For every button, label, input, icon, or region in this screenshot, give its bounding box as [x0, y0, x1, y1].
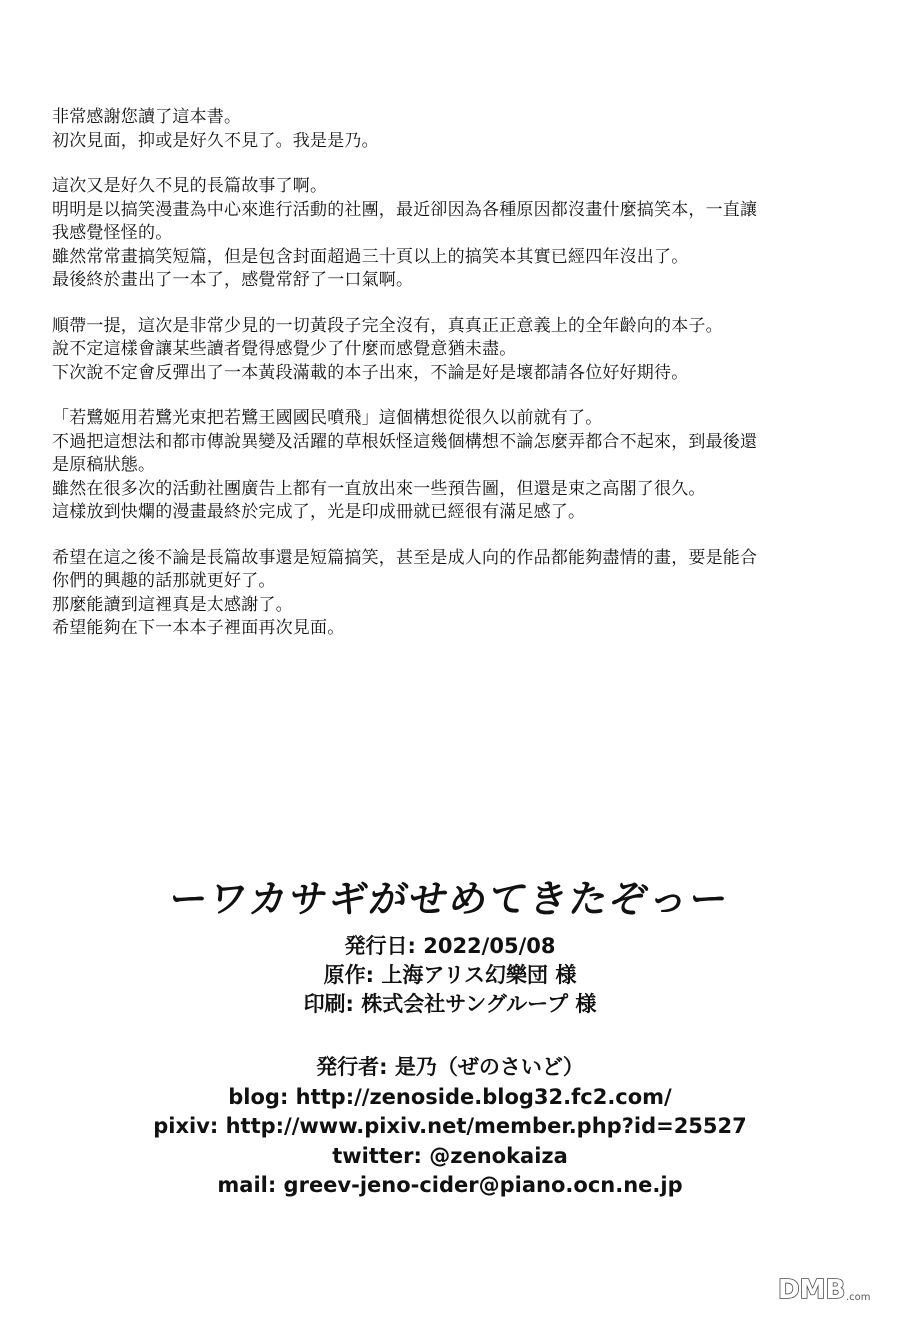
text-line: 這次又是好久不見的長篇故事了啊。	[52, 176, 328, 196]
afterword-paragraph-2	[52, 175, 852, 293]
pixiv-url: pixiv: http://www.pixiv.net/member.php?id=25527	[153, 1114, 747, 1138]
afterword-paragraph-1	[52, 106, 852, 153]
printer-credit: 印刷: 株式会社サングループ 様	[303, 992, 597, 1016]
text-line: 不過把這想法和都市傳說異變及活躍的草根妖怪這幾個構想不論怎麼弄都合不起來，到最後還	[52, 431, 758, 452]
text-line: 初次見面，抑或是好久不見了。我是是乃。	[52, 130, 379, 151]
text-line: 希望在這之後不論是長篇故事還是短篇搞笑，甚至是成人向的作品都能夠盡情的畫，要是能合	[52, 547, 758, 568]
publish-date: 発行日: 2022/05/08	[344, 934, 556, 958]
watermark-logo	[776, 1270, 886, 1306]
text-line: 我感覺怪怪的。	[52, 223, 173, 243]
watermark-domain: .com	[846, 1292, 871, 1303]
afterword-text	[52, 106, 852, 663]
book-title: ーワカサギがせめてきたぞっー	[166, 877, 733, 921]
afterword-paragraph-3	[52, 315, 852, 386]
spacer	[0, 1019, 900, 1053]
text-line: 非常感謝您讀了這本書。	[52, 107, 242, 127]
text-line: 雖然在很多次的活動社團廣告上都有一直放出來一些預告圖，但還是束之高閣了很久。	[52, 478, 706, 499]
twitter-handle: twitter: @zenokaiza	[332, 1143, 568, 1168]
text-line: 順帶一提，這次是非常少見的一切黃段子完全沒有，真真正正意義上的全年齡向的本子。	[52, 315, 723, 336]
text-line: 這樣放到快爛的漫畫最終於完成了，光是印成冊就已經很有滿足感了。	[52, 502, 586, 522]
text-line: 希望能夠在下一本本子裡面再次見面。	[52, 618, 345, 638]
watermark-logo-text: DMB	[778, 1275, 846, 1305]
text-line: 明明是以搞笑漫畫為中心來進行活動的社團，最近卻因為各種原因都沒畫什麼搞笑本，一直讓	[52, 199, 758, 220]
text-line: 說不定這樣會讓某些讀者覺得感覺少了什麼而感覺意猶未盡。	[52, 339, 517, 359]
original-credit: 原作: 上海アリス幻樂団 様	[323, 963, 577, 987]
afterword-paragraph-5	[52, 547, 852, 641]
text-line: 你們的興趣的話那就更好了。	[52, 571, 276, 591]
text-line: 雖然常常畫搞笑短篇，但是包含封面超過三十頁以上的搞笑本其實已經四年沒出了。	[52, 246, 689, 267]
colophon	[0, 932, 900, 1201]
text-line: 「若鷺姬用若鷺光束把若鷺王國國民噴飛」這個構想從很久以前就有了。	[52, 408, 603, 428]
publisher-credit: 発行者: 是乃（ぜのさいど）	[316, 1055, 584, 1079]
text-line: 那麼能讀到這裡真是太感謝了。	[52, 594, 293, 615]
text-line: 是原稿狀態。	[52, 455, 156, 475]
mail-address: mail: greev-jeno-cider@piano.ocn.ne.jp	[217, 1173, 683, 1197]
afterword-paragraph-4	[52, 407, 852, 525]
text-line: 最後終於畫出了一本了，感覺常舒了一口氣啊。	[52, 270, 414, 290]
blog-url: blog: http://zenoside.blog32.fc2.com/	[228, 1084, 672, 1109]
text-line: 下次說不定會反彈出了一本黃段滿載的本子出來，不論是好是壞都請各位好好期待。	[52, 362, 689, 383]
